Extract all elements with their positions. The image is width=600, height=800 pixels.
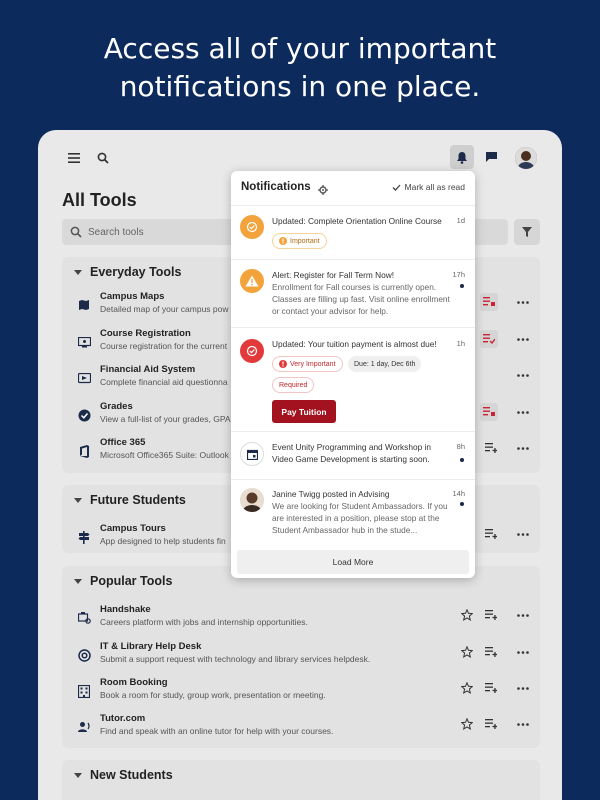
load-more-button[interactable]: Load More [237, 550, 469, 574]
gear-icon[interactable] [318, 182, 328, 200]
tool-name: Tutor.com [100, 713, 146, 724]
financial-aid-icon [76, 370, 92, 386]
bell-icon[interactable] [450, 145, 474, 169]
add-to-list-icon[interactable] [482, 525, 500, 543]
headline [0, 30, 600, 106]
add-to-list-icon[interactable] [482, 715, 500, 733]
notification-text: Janine Twigg posted in Advising [272, 489, 390, 499]
check-badge-icon [240, 339, 264, 363]
tool-item-handshake[interactable] [62, 604, 540, 640]
section-header[interactable] [74, 768, 173, 782]
add-to-list-icon[interactable] [482, 606, 500, 624]
help-desk-icon [76, 647, 92, 663]
chevron-down-icon [74, 498, 82, 503]
more-options-icon[interactable] [514, 403, 532, 421]
section-title: Everyday Tools [90, 265, 182, 279]
unread-dot [460, 458, 464, 462]
tool-name: Handshake [100, 604, 151, 615]
notification-text: Alert: Register for Fall Term Now! [272, 270, 395, 280]
tool-description: View a full-list of your grades, GPA [100, 414, 231, 424]
notification-body: Enrollment for Fall courses is currently open. Classes are filling up fast. Visit online enrollment or contact your advisor for help. [272, 282, 450, 316]
add-to-list-icon[interactable] [482, 643, 500, 661]
restricted-icon[interactable] [480, 293, 498, 311]
more-options-icon[interactable] [514, 525, 532, 543]
tool-name: Room Booking [100, 677, 168, 688]
page-title: All Tools [62, 190, 137, 210]
chevron-down-icon [74, 579, 82, 584]
tool-description: Careers platform with jobs and internship opportunities. [100, 617, 308, 627]
unread-dot [460, 502, 464, 506]
star-icon[interactable] [458, 715, 476, 733]
notification-time: 17h [452, 270, 465, 279]
notifications-title: Notifications [241, 181, 311, 193]
star-icon[interactable] [458, 643, 476, 661]
unread-dot [460, 284, 464, 288]
tool-description: Find and speak with an online tutor for help with your courses. [100, 726, 334, 736]
check-badge-icon [240, 215, 264, 239]
notification-item[interactable] [231, 259, 475, 327]
tutor-icon [76, 719, 92, 735]
more-options-icon[interactable] [514, 293, 532, 311]
tool-description: Submit a support request with technology and library services helpdesk. [100, 654, 371, 664]
notification-text: Updated: Complete Orientation Online Course [272, 216, 442, 226]
room-booking-icon [76, 683, 92, 699]
more-options-icon[interactable] [514, 643, 532, 661]
alert-icon [279, 360, 287, 368]
check-icon [392, 184, 401, 191]
notification-item[interactable] [231, 205, 475, 259]
chevron-down-icon [74, 773, 82, 778]
more-options-icon[interactable] [514, 715, 532, 733]
chevron-down-icon [74, 270, 82, 275]
info-icon [279, 237, 287, 245]
avatar [240, 488, 264, 512]
tool-name: Campus Tours [100, 523, 166, 534]
handshake-icon [76, 610, 92, 626]
restricted-check-icon[interactable] [480, 330, 498, 348]
pay-tuition-button[interactable]: Pay Tuition [272, 400, 336, 423]
more-options-icon[interactable] [514, 366, 532, 384]
notification-time: 14h [452, 489, 465, 498]
calendar-icon [240, 442, 264, 466]
tool-description: Course registration for the current [100, 341, 228, 351]
section-header[interactable] [74, 574, 172, 588]
restricted-icon[interactable] [480, 403, 498, 421]
section-popular-tools [62, 566, 540, 748]
required-badge: Required [272, 377, 314, 393]
map-icon [76, 297, 92, 313]
very-important-badge: Very Important [272, 356, 343, 372]
notification-time: 1d [456, 216, 465, 225]
more-options-icon[interactable] [514, 606, 532, 624]
notification-item[interactable] [231, 431, 475, 479]
tool-name: Grades [100, 401, 133, 412]
more-options-icon[interactable] [514, 439, 532, 457]
tool-description: Microsoft Office365 Suite: Outlook [100, 450, 229, 460]
section-header[interactable] [74, 265, 181, 279]
grades-icon [76, 407, 92, 423]
star-icon[interactable] [458, 606, 476, 624]
section-new-students [62, 760, 540, 800]
section-header[interactable] [74, 493, 186, 507]
signpost-icon [76, 529, 92, 545]
more-options-icon[interactable] [514, 330, 532, 348]
notification-text: Event Unity Programming and Workshop in Video Game Development is starting soon. [272, 442, 431, 464]
notifications-panel [231, 171, 475, 578]
chat-icon[interactable] [483, 149, 499, 165]
notification-time: 8h [456, 442, 465, 451]
search-field-icon [70, 226, 82, 238]
notification-item[interactable] [231, 327, 475, 431]
tool-name: Office 365 [100, 437, 146, 448]
add-to-list-icon[interactable] [482, 439, 500, 457]
star-icon[interactable] [458, 679, 476, 697]
warning-icon [240, 269, 264, 293]
notification-text: Updated: Your tuition payment is almost due! [272, 339, 437, 349]
tool-description: Detailed map of your campus pow [100, 304, 229, 314]
tool-name: IT & Library Help Desk [100, 641, 202, 652]
add-to-list-icon[interactable] [482, 679, 500, 697]
search-icon[interactable] [95, 150, 111, 166]
notifications-header [231, 171, 475, 203]
tool-description: App designed to help students fin [100, 536, 226, 546]
avatar[interactable] [515, 147, 537, 169]
registration-icon [76, 334, 92, 350]
tool-description: Complete financial aid questionna [100, 377, 228, 387]
office-icon [76, 443, 92, 459]
notification-item[interactable] [231, 479, 475, 547]
due-date-badge: Due: 1 day, Dec 6th [348, 356, 421, 372]
tool-item-tutor-com[interactable] [62, 713, 540, 749]
headline-line-2: notifications in one place. [119, 70, 481, 103]
section-title: New Students [90, 768, 173, 782]
tool-name: Course Registration [100, 328, 191, 339]
notification-time: 1h [456, 339, 465, 348]
mark-all-read-button[interactable] [392, 182, 465, 192]
mark-all-read-label: Mark all as read [404, 182, 465, 192]
menu-icon[interactable] [66, 150, 82, 166]
tool-item-it-library-help-desk[interactable] [62, 641, 540, 677]
headline-line-1: Access all of your important [103, 32, 497, 65]
tool-item-room-booking[interactable] [62, 677, 540, 713]
filter-icon[interactable] [514, 219, 540, 245]
tool-name: Financial Aid System [100, 364, 196, 375]
more-options-icon[interactable] [514, 679, 532, 697]
notification-body: We are looking for Student Ambassadors. If you are interested in a position, please stop at the Student Ambassador hub in the stude... [272, 501, 448, 535]
section-title: Popular Tools [90, 574, 173, 588]
important-badge: Important [272, 233, 327, 249]
section-title: Future Students [90, 493, 186, 507]
tool-name: Campus Maps [100, 291, 165, 302]
tool-description: Book a room for study, group work, presentation or meeting. [100, 690, 326, 700]
